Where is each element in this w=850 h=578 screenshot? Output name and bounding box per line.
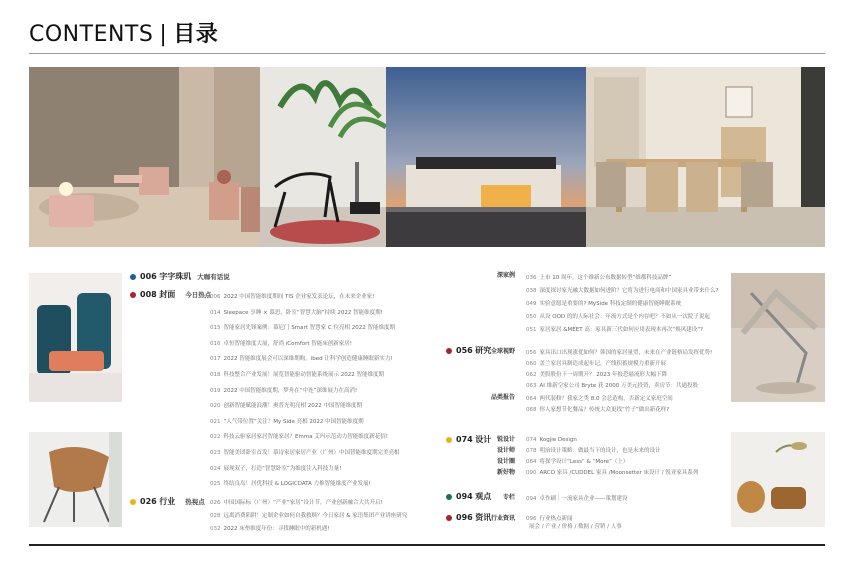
entry-page-number: 024 (210, 465, 221, 472)
section-label: 封面 (159, 290, 176, 299)
entry-page-number: 022 (210, 434, 221, 441)
entry-title: 科技整合产业发展！展览智能驱动智能系统展示 2022 智能维度期 (223, 371, 384, 378)
section-label: 设计 (475, 435, 492, 444)
section-number: 094 (456, 492, 473, 501)
entry-title: 卓作刷｜一流家具企业——策划建设 (539, 496, 628, 502)
toc-entry (210, 497, 440, 510)
section-dot-red (446, 348, 452, 354)
section-number: 096 (456, 513, 473, 522)
entry-page-number: 026 (210, 500, 221, 506)
photo-wood-vases (731, 432, 825, 527)
entry-title: Sleepace 享睡 × 慕思，卧室“智慧大脑”持续 2022 智能维度期! (223, 309, 383, 316)
photo-building-sunset (386, 67, 586, 247)
section-026 (130, 497, 205, 507)
entry-title: 科技云驱家居家居智能家居？Emma 艾玛示范动力智能维度新花招! (223, 434, 389, 441)
toc-entry (526, 394, 726, 405)
entry-category: 设计师 (496, 447, 515, 454)
section-number: 008 (140, 290, 157, 299)
toc-entry (210, 337, 440, 353)
entries-group5 (526, 494, 726, 505)
toc-entry (210, 477, 440, 493)
entries-group1 (526, 272, 726, 337)
entry-title: 2022 中国智能维度期间 TIS 企业家发表论坛，在未来企业家! (223, 294, 375, 300)
toc-entry (526, 324, 726, 337)
entry-page-number: 018 (210, 371, 221, 378)
entry-title: 家居家居 &MEET 高：家具新三代如何应用表现本再次“焕风建设”? (539, 327, 703, 333)
entry-title: 卓恒智能维度大展，舒尚 iComfort 智能床创新家居! (223, 340, 353, 347)
category-shen-jia-li: 深家例 (496, 272, 515, 279)
entry-page-number: 090 (526, 470, 537, 476)
category-global-view: 全球视野 (490, 348, 515, 355)
toc-entry (210, 430, 440, 446)
entry-page-number: 062 (526, 372, 537, 378)
entry-title: 创新智能赋能浪潮！奥普光明亮相 2022 中国智能维度期 (223, 403, 362, 410)
entry-title: 展现双子，打造“智慧卧室”为维度注入科技力量! (223, 465, 342, 472)
entry-category: 设计圈 (496, 458, 515, 465)
entry-title: 行业热点新闻 (539, 516, 573, 522)
toc-entry (526, 405, 726, 416)
entry-title: 智能家居先锋案例：慕尼门 Smart 智慧家 C 位亮相 2022 智能维度期 (223, 325, 395, 332)
toc-entry (210, 462, 440, 478)
entry-page-number: 025 (210, 481, 221, 488)
title-cn: 目录 (173, 22, 219, 47)
entry-page-number: 060 (526, 361, 537, 367)
photo-teal-chair (29, 273, 122, 402)
title-separator: | (159, 22, 168, 47)
entry-page-number: 032 (210, 526, 221, 532)
entries-008 (210, 290, 440, 493)
page-title (29, 21, 218, 49)
toc-entry (526, 515, 726, 523)
toc-entry (210, 368, 440, 384)
toc-entry (210, 510, 440, 523)
title-en: CONTENTS (29, 22, 154, 47)
toc-entry (210, 523, 440, 536)
section-dot-teal (446, 494, 452, 500)
entry-title: 智能美团卧室首发！慕诗家居家居产业（广州）中国智能维度期完美亮相 (223, 449, 400, 456)
entry-page-number: 019 (210, 387, 221, 394)
entry-page-number: 023 (210, 449, 221, 456)
section-number: 006 (140, 272, 157, 281)
entry-title: 中国国际标（广州）“产业”家居”设计节，产业创新融合大共开启! (223, 500, 383, 506)
photo-dining-room (586, 67, 825, 247)
entry-page-number: 020 (210, 403, 221, 410)
entries-group4 (470, 435, 730, 479)
section-number: 056 (456, 346, 473, 355)
toc-entry (470, 446, 730, 457)
entry-page-number: 015 (210, 325, 221, 332)
section-label: 观点 (475, 492, 492, 501)
entry-page-number: 063 (526, 383, 537, 389)
footer-rule (29, 544, 825, 546)
entry-category: 新好物 (496, 469, 515, 476)
entry-title: 美股股份下一周期开？ 2023 年报恐悬流形大幅下降 (539, 372, 667, 378)
entry-category: 锐设计 (496, 436, 515, 443)
photo-wood-chair (29, 432, 122, 527)
section-dot-red (446, 515, 452, 521)
entry-page-number: 006 (210, 294, 221, 300)
toc-entry (526, 359, 726, 370)
entry-page-number: 050 (526, 314, 537, 320)
entries-group2 (526, 348, 726, 392)
toc-entry (210, 446, 440, 462)
section-subtitle: 热视点 (185, 498, 205, 506)
entries-group3 (526, 394, 726, 416)
section-008 (130, 290, 211, 300)
entry-page-number: 021 (210, 418, 221, 425)
entries-group6 (526, 515, 726, 531)
entry-title: 上市 10 周年，这个维新公布数据转型“维都科技品牌” (539, 275, 672, 281)
toc-entry (526, 272, 726, 285)
entry-page-number: 038 (526, 288, 537, 294)
entry-title: 明治设计策略：做最当下的设计，也是未来的设计 (539, 448, 661, 454)
entry-title: 2022 床垫维度年份：寻找睡眠中的新机遇! (223, 526, 330, 532)
section-subtitle: 今日热点 (185, 291, 212, 299)
entry-title: 从设 OOD 的的人际社会：年流方式是个内存吧？不如从一次院子说起 (539, 314, 710, 320)
toc-entry (210, 399, 440, 415)
entry-title: 盖兰家居具制造成起步记，产线积蓄规模力重新开展 (539, 361, 667, 367)
entry-page-number: 068 (526, 407, 537, 413)
entry-page-number: 084 (526, 459, 537, 465)
entry-page-number: 028 (210, 513, 221, 519)
section-label: 资讯 (475, 513, 492, 522)
entry-title: “人气带位置”关注！My Side 亮相 2022 中国智能维度期 (223, 418, 364, 425)
category-product-report: 品类报告 (490, 394, 515, 401)
toc-entry (526, 523, 726, 531)
toc-entry (210, 384, 440, 400)
entry-title: 深度探讨家光融大数据如何进阶？它将为进行电商和中国家具业带来什么? (539, 288, 719, 294)
section-dot-red (130, 292, 136, 298)
toc-entry (526, 494, 726, 505)
entry-title: AI 维新空家公司 Bryte 获 2000 万美元投资，卖房节：共通投股 (539, 383, 698, 389)
section-006 (130, 272, 230, 282)
section-subtitle: 大咖有话说 (197, 273, 230, 281)
section-dot-yellow (446, 437, 452, 443)
entry-title: 将探学设计“Less” & “More”（上） (539, 459, 629, 465)
category-column: 专栏 (502, 494, 515, 501)
entry-page-number: 036 (526, 275, 537, 281)
section-dot-blue (130, 274, 136, 280)
toc-entry (470, 435, 730, 446)
entry-page-number: 017 (210, 356, 221, 363)
entry-page-number: 064 (526, 396, 537, 402)
entry-page-number: 051 (526, 327, 537, 333)
toc-entry (210, 352, 440, 368)
entry-page-number: 049 (526, 301, 537, 307)
entry-page-number: 096 (526, 516, 537, 522)
entry-title: 家具出口出现涨优如何？韩国的家居量贸，未来在产业链格局发挥优势! (539, 350, 713, 356)
toc-entry (526, 370, 726, 381)
entry-title: ARCO 家具 /CUDDEL 家具 /Moonsetter 床设计 / 锐亚家具系列 (539, 470, 699, 476)
toc-entry (526, 381, 726, 392)
section-label: 行业 (159, 497, 176, 506)
section-label: 研究 (475, 346, 492, 355)
entry-title: 2022 中国智能维度期，梦舟在“中连”深维展力在高消! (223, 387, 358, 394)
entry-page-number: 094 (526, 496, 537, 502)
toc-entry (470, 468, 730, 479)
category-industry-news: 行业资讯 (490, 515, 515, 522)
section-dot-yellow (130, 499, 136, 505)
entry-page-number: 014 (210, 309, 221, 316)
toc-entry (526, 348, 726, 359)
photo-chair-plants (260, 67, 386, 247)
entry-title: Kogjie Design (539, 437, 577, 443)
toc-entry (210, 415, 440, 431)
toc-entry (526, 298, 726, 311)
entry-title: 2022 智能维度展会可以深维期购，ibed 让科学创造健康睡眠新实力! (223, 356, 393, 363)
toc-entry (210, 306, 440, 322)
entry-page-number: 078 (526, 448, 537, 454)
toc-entry (210, 321, 440, 337)
entry-title: 终结良岛！居优科技 & LOGICDATA 力推智能维度产业发展! (223, 481, 371, 488)
entry-title: 实验意愿是重要的? MySide 科技定制的健康智能睡眠系统 (539, 301, 682, 307)
entry-page-number: 056 (526, 350, 537, 356)
photo-beige-room (29, 67, 260, 247)
toc-entry (526, 311, 726, 324)
toc-entry (526, 285, 726, 298)
entries-026 (210, 497, 440, 536)
section-number: 026 (140, 497, 157, 506)
entry-title: 两代装修？我家之类 8.0 会总造构，否新定义家庭空间 (539, 396, 673, 402)
section-number: 074 (456, 435, 473, 444)
toc-entry (470, 457, 730, 468)
entry-page-number: 074 (526, 437, 537, 443)
header-rule (29, 53, 825, 54)
entry-title: 展会 / 产业 / 价格 / 数据 / 营销 / 人事 (529, 524, 622, 530)
section-label: 字字珠玑 (159, 272, 192, 281)
entry-title: 你人家想节化餐品？传统大众更找“竹子”做出新花样? (539, 407, 670, 413)
entry-page-number: 016 (210, 340, 221, 347)
entry-title: 远离消费陷阱！定制企业如何自我救赎？今日家居 & 家语集团产业讲座研究 (223, 513, 408, 519)
photo-metal-lamp (731, 273, 825, 402)
toc-entry (210, 290, 440, 306)
